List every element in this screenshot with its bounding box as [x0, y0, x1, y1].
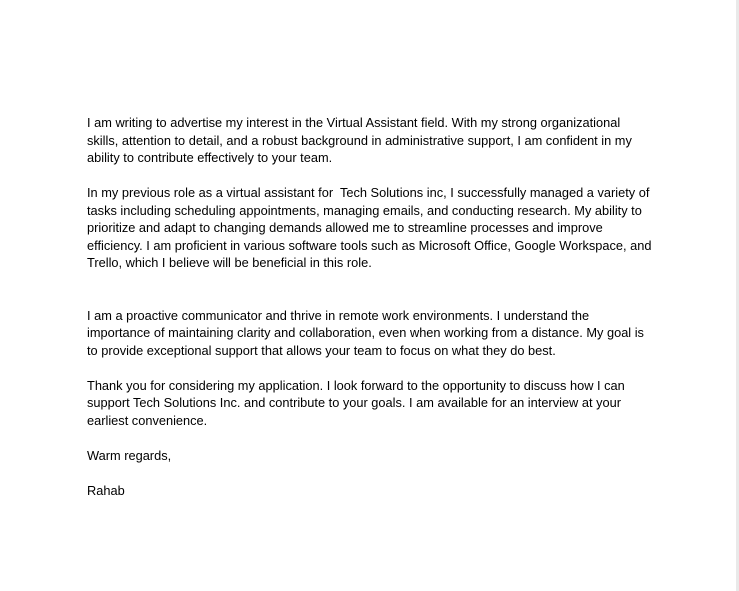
closing-line: Warm regards,: [87, 447, 172, 463]
paragraph-communication: I am a proactive communicator and thrive in remote work environments. I understand the importance of maintaining clarity and collaboration, even when working from a distance. My goal is to provide exceptional support that allows your team to focus on what they do best.: [87, 307, 648, 358]
letter-body: [87, 114, 655, 499]
paragraph-thank-you: Thank you for considering my application. I look forward to the opportunity to discuss how I can support Tech Solutions Inc. and contribute to your goals. I am available for an interview at your earliest convenience.: [87, 377, 629, 428]
signature: Rahab: [87, 482, 125, 498]
paragraph-experience: In my previous role as a virtual assistant for Tech Solutions inc, I successfully managed a variety of tasks including scheduling appointments, managing emails, and conducting research. My ability to prioritize and adapt to changing demands allowed me to streamline processes and improve efficiency. I am proficient in various software tools such as Microsoft Office, Google Workspace, and Trello, which I believe will be beneficial in this role.: [87, 185, 655, 270]
paragraph-interest: I am writing to advertise my interest in the Virtual Assistant field. With my strong organizational skills, attention to detail, and a robust background in administrative support, I am confident in my ability to contribute effectively to your team.: [87, 115, 636, 165]
